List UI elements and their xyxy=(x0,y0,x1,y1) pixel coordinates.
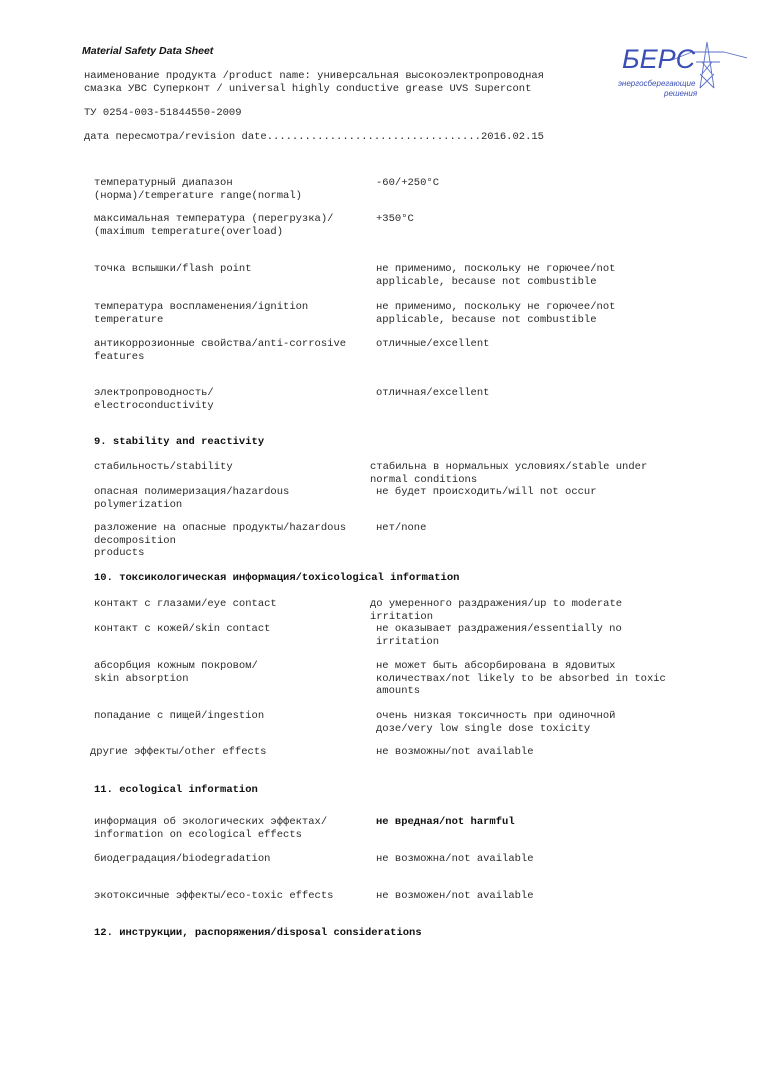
row-label: экотоксичные эффекты/eco-toxic effects xyxy=(94,890,334,902)
property-value: +350°С xyxy=(376,213,414,225)
row-value: не оказывает раздражения/essentially no irritation xyxy=(376,623,622,648)
section-12-title: 12. инструкции, распоряжения/disposal considerations xyxy=(94,927,422,939)
logo-graphic xyxy=(612,38,747,104)
revision-date: дата пересмотра/revision date..................................2016.02.15 xyxy=(84,131,544,143)
property-value: отличные/excellent xyxy=(376,338,490,350)
spec-number: ТУ 0254-003-51844550-2009 xyxy=(84,107,242,119)
row-label: другие эффекты/other effects xyxy=(90,746,267,758)
row-label: контакт с глазами/eye contact xyxy=(94,598,277,610)
logo-tagline-2: решения xyxy=(664,89,698,98)
company-logo xyxy=(612,38,747,104)
row-value: не возможен/not available xyxy=(376,890,534,902)
product-name-line-1: наименование продукта /product name: универсальная высокоэлектропроводная xyxy=(84,70,544,82)
row-value: стабильна в нормальных условиях/stable under normal conditions xyxy=(370,461,648,486)
row-value: очень низкая токсичность при одиночной дозе/very low single dose toxicity xyxy=(376,710,616,735)
row-value: не возможна/not available xyxy=(376,853,534,865)
logo-text: БЕРС xyxy=(622,44,696,74)
property-label: электропроводность/ electroconductivity xyxy=(94,387,214,412)
row-label: попадание с пищей/ingestion xyxy=(94,710,265,722)
row-value: не будет происходить/will not occur xyxy=(376,486,597,498)
property-value: не применимо, поскольку не горючее/not applicable, because not combustible xyxy=(376,263,616,288)
property-label: температурный диапазон (норма)/temperature range(normal) xyxy=(94,177,302,202)
row-value: не может быть абсорбирована в ядовитых количествах/not likely to be absorbed in toxic amounts xyxy=(376,660,666,697)
row-label: контакт с кожей/skin contact xyxy=(94,623,271,635)
row-value: нет/none xyxy=(376,522,427,534)
row-value: не вредная/not harmful xyxy=(376,816,515,828)
property-value: не применимо, поскольку не горючее/not applicable, because not combustible xyxy=(376,301,616,326)
row-label: абсорбция кожным покровом/ skin absorption xyxy=(94,660,258,685)
row-label: информация об экологических эффектах/ information on ecological effects xyxy=(94,816,328,841)
product-name-line-2: смазка УВС Суперконт / universal highly conductive grease UVS Supercont xyxy=(84,83,532,95)
section-9-title: 9. stability and reactivity xyxy=(94,436,265,448)
logo-tagline-1: энергосберегающие xyxy=(618,79,696,88)
document-title: Material Safety Data Sheet xyxy=(82,45,214,57)
property-value: отличная/excellent xyxy=(376,387,490,399)
section-10-title: 10. токсикологическая информация/toxicological information xyxy=(94,572,460,584)
row-label: опасная полимеризация/hazardous polymerization xyxy=(94,486,290,511)
row-label: разложение на опасные продукты/hazardous decomposition products xyxy=(94,522,347,559)
row-value: не возможны/not available xyxy=(376,746,534,758)
section-11-title: 11. ecological information xyxy=(94,784,258,796)
property-value: -60/+250°С xyxy=(376,177,440,189)
row-label: биодеградация/biodegradation xyxy=(94,853,271,865)
row-value: до умеренного раздражения/up to moderate irritation xyxy=(370,598,623,623)
property-label: максимальная температура (перегрузка)/ (maximum temperature(overload) xyxy=(94,213,334,238)
property-label: точка вспышки/flash point xyxy=(94,263,252,275)
row-label: стабильность/stability xyxy=(94,461,233,473)
property-label: температура воспламенения/ignition temperature xyxy=(94,301,309,326)
property-label: антикоррозионные свойства/anti-corrosive features xyxy=(94,338,347,363)
